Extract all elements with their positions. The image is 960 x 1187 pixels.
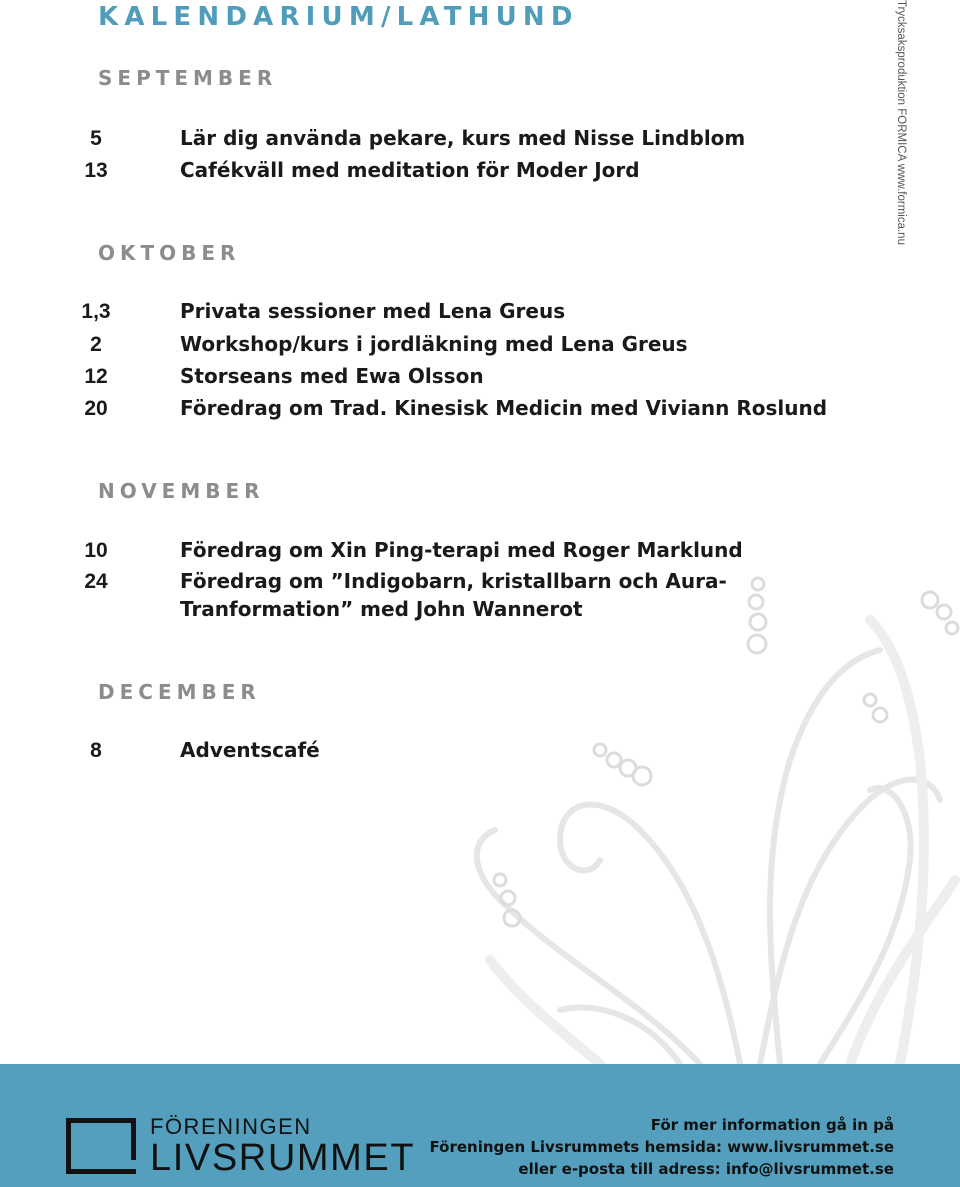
info-line: För mer information gå in på (650, 1116, 894, 1134)
event-date: 12 (84, 365, 108, 388)
event-text: Föredrag om Xin Ping-terapi med Roger Marklund (180, 538, 743, 562)
page-title: KALENDARIUM/LATHUND (98, 2, 579, 32)
event-text: Workshop/kurs i jordläkning med Lena Greus (180, 332, 688, 356)
event-text: Lär dig använda pekare, kurs med Nisse Lindblom (180, 126, 746, 150)
event-text: Cafékväll med meditation för Moder Jord (180, 158, 640, 182)
event-text: Föredrag om Trad. Kinesisk Medicin med Viviann Roslund (180, 396, 828, 420)
event-text: Tranformation” med John Wannerot (180, 597, 583, 621)
event-date: 2 (90, 333, 102, 356)
info-line-website[interactable]: Föreningen Livsrummets hemsida: www.livsrummet.se (429, 1138, 894, 1156)
contact-info (430, 1114, 894, 1180)
event-date: 1,3 (81, 300, 111, 323)
logo-text-top: FÖRENINGEN (150, 1114, 312, 1139)
month-heading-december: DECEMBER (98, 680, 261, 704)
month-heading-september: SEPTEMBER (98, 66, 278, 90)
footer-banner (0, 1064, 960, 1187)
month-heading-oktober: OKTOBER (98, 241, 241, 265)
event-date: 24 (84, 570, 108, 593)
side-credit-text: Trycksaksproduktion FORMICA www.formica.nu (895, 0, 907, 245)
event-date: 20 (84, 397, 108, 420)
side-credit (893, 0, 907, 262)
event-text: Storseans med Ewa Olsson (180, 364, 484, 388)
month-heading-november: NOVEMBER (98, 479, 265, 503)
logo-text-main: LIVSRUMMET (150, 1137, 416, 1179)
event-date: 13 (84, 159, 108, 182)
event-date: 5 (90, 127, 102, 150)
event-text: Adventscafé (180, 738, 320, 762)
event-date: 10 (84, 539, 108, 562)
info-line-email[interactable]: eller e-posta till adress: info@livsrummet.se (518, 1160, 894, 1178)
event-date: 8 (90, 739, 102, 762)
event-text: Privata sessioner med Lena Greus (180, 299, 566, 323)
logo-mark (66, 1118, 136, 1174)
event-text: Föredrag om ”Indigobarn, kristallbarn och Aura- (180, 569, 727, 593)
